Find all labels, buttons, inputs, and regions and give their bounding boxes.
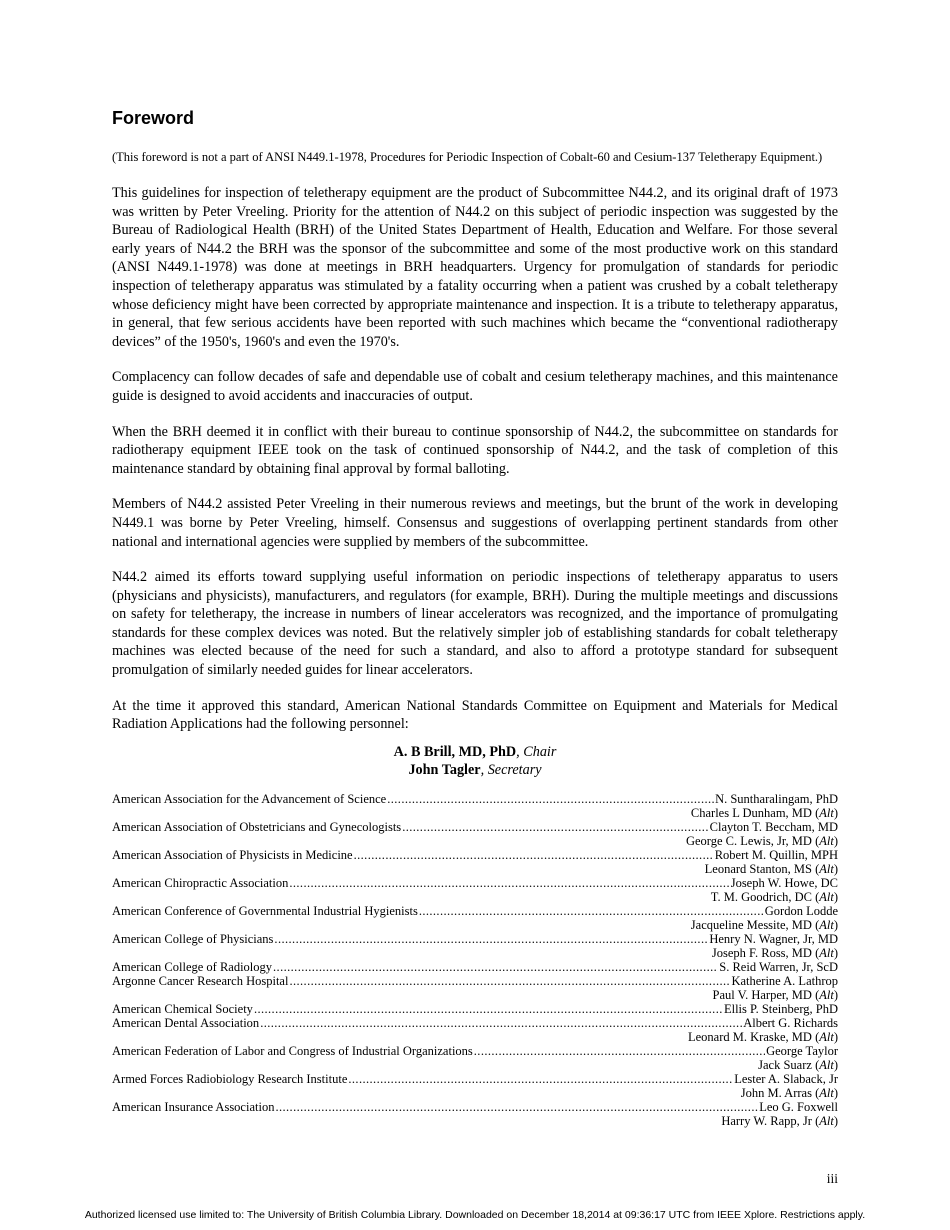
roster-alternate: Leonard M. Kraske, MD (Alt) [688, 1030, 838, 1045]
paragraph-2: Complacency can follow decades of safe and dependable use of cobalt and cesium teletherapy machines, and this maintenance guide is designed to avoid accidents and inaccuracies of output. [112, 369, 838, 404]
roster-alternate: Harry W. Rapp, Jr (Alt) [721, 1114, 838, 1129]
paragraph-5: N44.2 aimed its efforts toward supplying useful information on periodic inspections of teletherapy apparatus to users (physicians and physicists), manufacturers, and regulators (for example, BRH). During the multiple meetings and discussions on safety for teletherapy, the increase in numbers of linear accelerators was recognized, and the importance of promulgating standards for these complex devices was noted. But the relatively simpler job of establishing standards for cobalt teletherapy machines was elected because of the need for such a standard, and also to afford a prototype standard for subsequent promulgation of similarly needed guides for linear accelerators. [112, 569, 838, 679]
dot-leader [348, 1072, 733, 1086]
roster-alternate-tag: Alt [819, 918, 834, 933]
roster-member: Albert G. Richards [743, 1016, 838, 1031]
roster-alternate-tag: Alt [819, 1086, 834, 1101]
roster-row [112, 1016, 838, 1030]
paragraph-6: At the time it approved this standard, American National Standards Committee on Equipment and Materials for Medical Radiation Applications had the following personnel: [112, 697, 838, 733]
dot-leader [275, 1100, 758, 1114]
roster-alternate-name: Jacqueline Messite, MD [690, 918, 812, 933]
roster-member: Clayton T. Beccham, MD [709, 820, 838, 835]
roster-organization: American Association of Physicists in Medicine [112, 848, 353, 863]
roster-alternate-name: George C. Lewis, Jr, MD [685, 834, 812, 849]
dot-leader [387, 792, 714, 806]
roster-member: Ellis P. Steinberg, PhD [723, 1002, 838, 1017]
roster-member: Katherine A. Lathrop [731, 974, 838, 989]
secretary-line [112, 761, 838, 780]
roster-alternate: Jacqueline Messite, MD (Alt) [690, 918, 838, 933]
roster-member: Joseph W. Howe, DC [730, 876, 838, 891]
roster-organization: American Chiropractic Association [112, 876, 289, 891]
roster-row [112, 932, 838, 946]
roster-organization: American Association for the Advancement of Science [112, 792, 387, 807]
roster-alternate: T. M. Goodrich, DC (Alt) [710, 890, 838, 905]
dot-leader [289, 974, 730, 988]
roster-member: Henry N. Wagner, Jr, MD [709, 932, 838, 947]
dot-leader [402, 820, 708, 834]
roster-member: N. Suntharalingam, PhD [715, 792, 838, 807]
roster-organization: American College of Physicians [112, 932, 274, 947]
dot-leader [289, 876, 729, 890]
roster-row [112, 792, 838, 806]
roster-alternate-name: John M. Arras [740, 1086, 812, 1101]
roster-alternate-name: Charles L Dunham, MD [690, 806, 812, 821]
roster-alternate-tag: Alt [819, 946, 834, 961]
roster-organization: American Conference of Governmental Industrial Hygienists [112, 904, 418, 919]
dot-leader [260, 1016, 742, 1030]
page-title: Foreword [112, 108, 195, 128]
roster-member: Gordon Lodde [764, 904, 838, 919]
secretary-role: , Secretary [480, 762, 542, 779]
chair-role: , Chair [516, 743, 557, 760]
roster-member: George Taylor [766, 1044, 838, 1059]
roster-row [112, 974, 838, 988]
roster-row [112, 1044, 838, 1058]
roster-member: Lester A. Slaback, Jr [734, 1072, 838, 1087]
roster-alternate-tag: Alt [819, 862, 834, 877]
roster-organization: American Insurance Association [112, 1100, 275, 1115]
dot-leader [419, 904, 764, 918]
roster-row [112, 1072, 838, 1086]
roster-alternate: Paul V. Harper, MD (Alt) [712, 988, 838, 1003]
foreword-page [112, 107, 838, 1128]
dot-leader [254, 1002, 723, 1016]
roster-alternate-tag: Alt [819, 1030, 834, 1045]
roster-alternate: George C. Lewis, Jr, MD (Alt) [685, 834, 838, 849]
roster-row [112, 876, 838, 890]
roster-row [112, 820, 838, 834]
secretary-name: John Tagler [408, 762, 481, 779]
chair-line [112, 743, 838, 762]
roster-alternate-name: Paul V. Harper, MD [712, 988, 812, 1003]
paragraph-1: This guidelines for inspection of teletherapy equipment are the product of Subcommittee N44.2, and its original draft of 1973 was written by Peter Vreeling. Priority for the attention of N44.2 on this subject of periodic inspection was suggested by the Bureau of Radiological Health (BRH) of the United States Department of Health, Education and Welfare. For those several early years of N44.2 the BRH was the sponsor of the subcommittee and some of the most productive work on this standard (ANSI N449.1-1978) was done at meetings in BRH headquarters. Urgency for promulgation of standards for periodic inspection of teletherapy apparatus was stimulated by a fatality occurring when a patient was crushed by a cobalt teletherapy whose deficiency might have been corrected by appropriate maintenance and inspection. It is a tribute to teletherapy apparatus, in general, that few serious accidents have been reported with such machines which became the “conventional radiotherapy devices” of the 1950's, 1960's and even the 1970's. [112, 185, 838, 350]
roster-alternate-name: Leonard M. Kraske, MD [688, 1030, 812, 1045]
roster-organization: American Association of Obstetricians and Gynecologists [112, 820, 402, 835]
roster-organization: American Federation of Labor and Congress of Industrial Organizations [112, 1044, 473, 1059]
dot-leader [474, 1044, 765, 1058]
committee-roster [112, 792, 838, 1128]
roster-organization: American College of Radiology [112, 960, 273, 975]
roster-alternate-name: Jack Suarz [758, 1058, 812, 1073]
roster-alternate-name: T. M. Goodrich, DC [710, 890, 812, 905]
roster-member: S. Reid Warren, Jr, ScD [719, 960, 838, 975]
license-footer: Authorized licensed use limited to: The University of British Columbia Library. Downloaded on December 18,2014 at 09:36:17 UTC from IEEE Xplore. Restrictions apply. [84, 1209, 866, 1221]
roster-organization: American Chemical Society [112, 1002, 253, 1017]
roster-organization: Argonne Cancer Research Hospital [112, 974, 289, 989]
roster-organization: Armed Forces Radiobiology Research Institute [112, 1072, 348, 1087]
dot-leader [354, 848, 714, 862]
foreword-note: (This foreword is not a part of ANSI N449.1-1978, Procedures for Periodic Inspection of Cobalt-60 and Cesium-137 Teletherapy Equipment.) [112, 150, 823, 164]
roster-alternate: Charles L Dunham, MD (Alt) [690, 806, 838, 821]
roster-alternate-tag: Alt [819, 806, 834, 821]
roster-alternate-tag: Alt [819, 890, 834, 905]
paragraph-4: Members of N44.2 assisted Peter Vreeling in their numerous reviews and meetings, but the brunt of the work in developing N449.1 was borne by Peter Vreeling, himself. Consensus and suggestions of overlapping pertinent standards from other national and international agencies were supplied by members of the subcommittee. [112, 496, 838, 550]
roster-alternate: Leonard Stanton, MS (Alt) [704, 862, 838, 877]
dot-leader [274, 932, 708, 946]
roster-alternate-tag: Alt [819, 1114, 834, 1129]
committee-officers [112, 743, 838, 780]
roster-alternate-tag: Alt [819, 988, 834, 1003]
paragraph-3: When the BRH deemed it in conflict with their bureau to continue sponsorship of N44.2, the subcommittee on standards for radiotherapy equipment IEEE took on the task of continued sponsorship of N44.2, and the task of completion of this maintenance standard by obtaining final approval by formal balloting. [112, 423, 838, 477]
roster-row [112, 1002, 838, 1016]
dot-leader [273, 960, 718, 974]
roster-alternate-name: Joseph F. Ross, MD [711, 946, 812, 961]
roster-row [112, 960, 838, 974]
roster-alternate-name: Leonard Stanton, MS [704, 862, 812, 877]
roster-alternate-tag: Alt [819, 1058, 834, 1073]
chair-name: A. B Brill, MD, PhD [393, 743, 517, 760]
roster-alternate-name: Harry W. Rapp, Jr [721, 1114, 812, 1129]
roster-alternate: Jack Suarz (Alt) [758, 1058, 838, 1073]
roster-row [112, 1100, 838, 1114]
roster-member: Leo G. Foxwell [759, 1100, 838, 1115]
roster-alternate-tag: Alt [819, 834, 834, 849]
roster-member: Robert M. Quillin, MPH [714, 848, 838, 863]
roster-row [112, 848, 838, 862]
roster-organization: American Dental Association [112, 1016, 260, 1031]
page-number: iii [826, 1171, 838, 1186]
roster-row [112, 904, 838, 918]
roster-alternate: John M. Arras (Alt) [740, 1086, 838, 1101]
roster-alternate: Joseph F. Ross, MD (Alt) [711, 946, 838, 961]
